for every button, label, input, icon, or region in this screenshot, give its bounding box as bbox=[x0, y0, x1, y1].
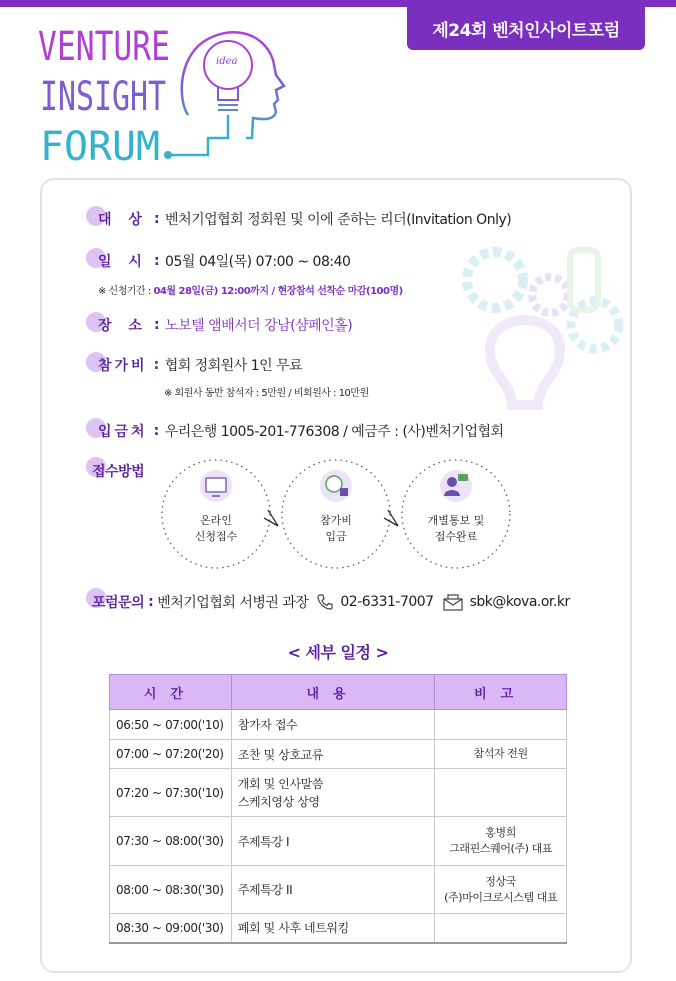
note-cell bbox=[435, 710, 567, 740]
table-row bbox=[110, 914, 567, 943]
schedule-title: < 세부 일정 > bbox=[287, 643, 389, 662]
contact-phone[interactable]: 02-6331-7007 bbox=[340, 594, 434, 610]
note-cell: 홍병희 그래핀스퀘어(주) 대표 bbox=[435, 817, 567, 866]
header-time: 시간 bbox=[110, 675, 232, 710]
content-cell: 조찬 및 상호교류 bbox=[231, 740, 434, 769]
time-cell: 08:30 ~ 09:00('30) bbox=[110, 914, 232, 943]
table-row bbox=[110, 740, 567, 769]
application-period-note: ※ 신청기간 : 04월 28일(금) 12:00까지 / 현장참석 선착순 마감(100명) bbox=[98, 286, 403, 297]
fee-value: 협회 정회원사 1인 무료 bbox=[164, 358, 303, 374]
phone-icon bbox=[316, 593, 334, 611]
step-3-line2: 접수완료 bbox=[434, 530, 478, 543]
table-row bbox=[110, 817, 567, 866]
step-3-line1: 개별통보 및 bbox=[427, 514, 485, 527]
method-row bbox=[92, 461, 144, 481]
step-1 bbox=[162, 460, 270, 568]
time-cell: 07:20 ~ 07:30('10) bbox=[110, 769, 232, 817]
table-row bbox=[110, 866, 567, 914]
top-accent-bar bbox=[0, 0, 676, 7]
target-row: 대 상 : 벤처기업협회 정회원 및 이에 준하는 리더(Invitation Only) bbox=[98, 211, 512, 228]
place-label: 장 소 bbox=[98, 318, 148, 334]
account-value: 우리은행 1005-201-776308 / 예금주 : (사)벤처기업협회 bbox=[164, 424, 504, 440]
contact-person: 벤처기업협회 서병권 과장 bbox=[157, 595, 309, 611]
step-1-line2: 신청접수 bbox=[194, 530, 238, 543]
step-1-line1: 온라인 bbox=[200, 514, 232, 527]
time-cell: 08:00 ~ 08:30('30) bbox=[110, 866, 232, 914]
contact-label: 포럼문의 bbox=[92, 595, 145, 611]
step-2-line2: 입금 bbox=[325, 530, 347, 543]
logo-line3: FORUM bbox=[40, 124, 160, 168]
application-process-diagram bbox=[160, 458, 516, 570]
content-cell: 참가자 접수 bbox=[231, 710, 434, 740]
account-row: 입금처 : 우리은행 1005-201-776308 / 예금주 : (사)벤처기업협회 bbox=[98, 423, 504, 440]
target-label: 대 상 bbox=[98, 212, 148, 228]
note-cell: 정상국 (주)마이크로시스템 대표 bbox=[435, 866, 567, 914]
date-label: 일 시 bbox=[98, 254, 148, 270]
content-cell: 개회 및 인사말씀 스케치영상 상영 bbox=[231, 769, 434, 817]
gear-bulb-decoration-icon bbox=[450, 240, 640, 440]
header-note: 비고 bbox=[435, 675, 567, 710]
schedule-table bbox=[109, 674, 567, 944]
time-cell: 07:00 ~ 07:20('20) bbox=[110, 740, 232, 769]
table-row bbox=[110, 710, 567, 740]
logo-line2: INSIGHT bbox=[40, 74, 166, 120]
date-row: 일 시 : 05월 04일(목) 07:00 ~ 08:40 bbox=[98, 253, 351, 270]
logo-line1: VENTURE bbox=[38, 24, 170, 70]
method-label: 접수방법 bbox=[92, 464, 145, 480]
place-value: 노보텔 앰배서더 강남(샴페인홀) bbox=[165, 318, 353, 334]
table-row bbox=[110, 769, 567, 817]
coin-icon bbox=[326, 476, 342, 492]
time-cell: 06:50 ~ 07:00('10) bbox=[110, 710, 232, 740]
time-cell: 07:30 ~ 08:00('30) bbox=[110, 817, 232, 866]
step-2-line1: 참가비 bbox=[320, 514, 352, 527]
bulb-idea-text: idea bbox=[216, 56, 238, 67]
application-deadline: 04월 28일(금) 12:00까지 / 현장참석 선착순 마감(100명) bbox=[153, 286, 403, 297]
content-cell: 주제특강 II bbox=[231, 866, 434, 914]
person-message-icon bbox=[447, 477, 457, 487]
fee-row: 참가비 : 협회 정회원사 1인 무료 bbox=[98, 357, 303, 374]
fee-note: ※ 회원사 동반 참석자 : 5만원 / 비회원사 : 10만원 bbox=[164, 388, 369, 399]
schedule-header-row bbox=[110, 675, 567, 710]
contact-email[interactable]: sbk@kova.or.kr bbox=[469, 594, 570, 610]
step-3 bbox=[402, 460, 510, 568]
note-cell bbox=[435, 914, 567, 943]
date-value: 05월 04일(목) 07:00 ~ 08:40 bbox=[165, 254, 351, 270]
account-label: 입금처 bbox=[98, 424, 148, 440]
header-content: 내용 bbox=[231, 675, 434, 710]
monitor-icon bbox=[206, 478, 226, 492]
target-value: 벤처기업협회 정회원 및 이에 준하는 리더(Invitation Only) bbox=[165, 212, 512, 228]
mail-icon bbox=[442, 593, 464, 611]
step-2 bbox=[282, 460, 390, 568]
fee-label: 참가비 bbox=[98, 358, 148, 374]
content-cell: 주제특강 I bbox=[231, 817, 434, 866]
content-cell: 폐회 및 사후 네트워킹 bbox=[231, 914, 434, 943]
note-cell bbox=[435, 769, 567, 817]
venture-insight-forum-logo bbox=[38, 20, 298, 168]
event-badge: 제24회 벤처인사이트포럼 bbox=[407, 7, 645, 50]
place-row: 장 소 : 노보텔 앰배서더 강남(샴페인홀) bbox=[98, 317, 353, 334]
note-cell: 참석자 전원 bbox=[435, 740, 567, 769]
contact-row: 포럼문의 : 벤처기업협회 서병권 과장 02-6331-7007 sbk@kova.or.kr bbox=[92, 594, 570, 611]
